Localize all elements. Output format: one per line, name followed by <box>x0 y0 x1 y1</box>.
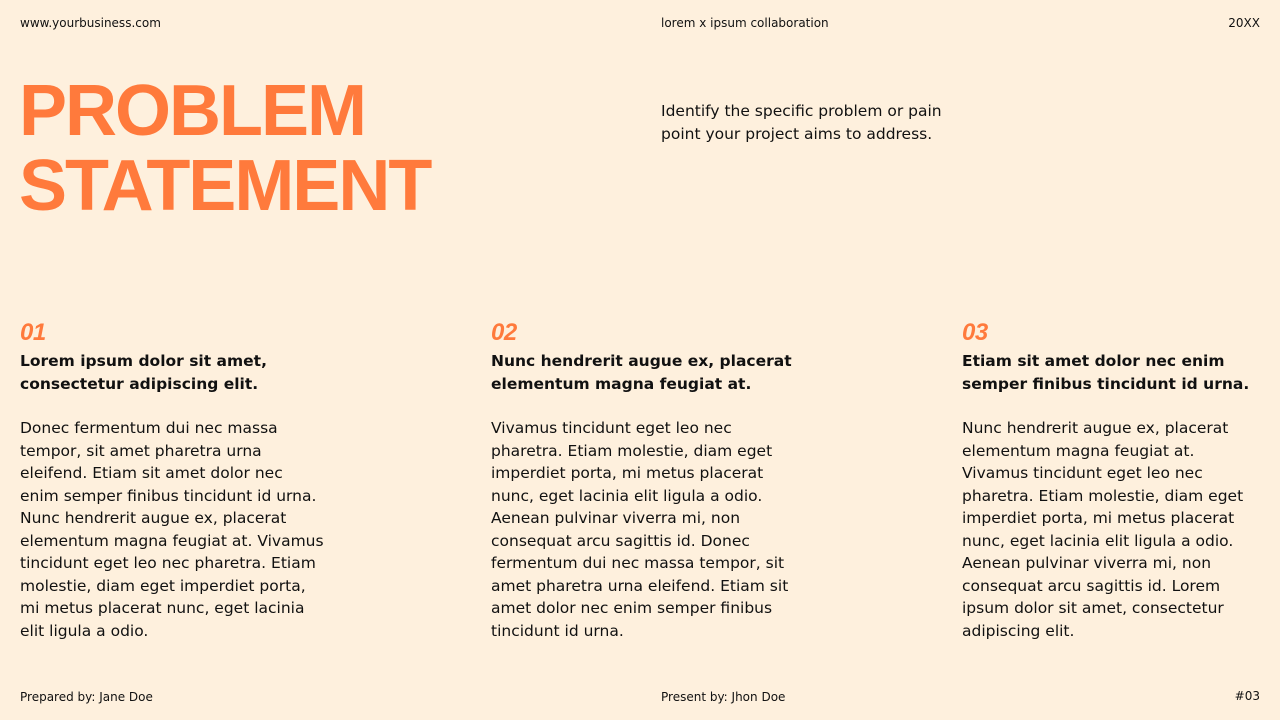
card-number: 01 <box>20 319 46 346</box>
collaboration-label: lorem x ipsum collaboration <box>661 16 829 30</box>
card-body: Donec fermentum dui nec massa tempor, sit amet pharetra urna eleifend. Etiam sit amet dolor nec enim semper finibus tincidunt id urna. Nunc hendrerit augue ex, placerat elementum magna feugiat at. Vivamus tincidunt eget leo nec pharetra. Etiam molestie, diam eget imperdiet porta, mi metus placerat nunc, eget lacinia elit ligula a odio. <box>20 419 324 640</box>
page-title-line-2: STATEMENT <box>19 146 431 226</box>
card-heading: Nunc hendrerit augue ex, placerat elementum magna feugiat at. <box>491 352 792 393</box>
card-heading: Etiam sit amet dolor nec enim semper finibus tincidunt id urna. <box>962 352 1250 393</box>
card-heading: Lorem ipsum dolor sit amet, consectetur adipiscing elit. <box>20 352 267 393</box>
problem-card-1 <box>20 318 325 642</box>
card-body: Nunc hendrerit augue ex, placerat elementum magna feugiat at. Vivamus tincidunt eget leo nec pharetra. Etiam molestie, diam eget imperdiet porta, mi metus placerat nunc, eget lacinia elit ligula a odio. Aenean pulvinar viverra mi, non consequat arcu sagittis id. Lorem ipsum dolor sit amet, consectetur adipiscing elit. <box>962 419 1244 640</box>
prepared-by: Prepared by: Jane Doe <box>20 690 153 704</box>
presented-by: Present by: Jhon Doe <box>661 690 786 704</box>
page-title <box>19 71 431 226</box>
page-number: #03 <box>1234 689 1260 703</box>
problem-card-2 <box>491 318 796 642</box>
intro-text: Identify the specific problem or pain point your project aims to address. <box>661 102 942 143</box>
card-number: 03 <box>962 319 988 346</box>
card-number: 02 <box>491 319 517 346</box>
problem-card-3 <box>962 318 1262 642</box>
page-title-line-1: PROBLEM <box>19 71 365 151</box>
website-url: www.yourbusiness.com <box>20 16 161 30</box>
card-body: Vivamus tincidunt eget leo nec pharetra. Etiam molestie, diam eget imperdiet porta, mi metus placerat nunc, eget lacinia elit ligula a odio. Aenean pulvinar viverra mi, non consequat arcu sagittis id. Donec fermentum dui nec massa tempor, sit amet pharetra urna eleifend. Etiam sit amet dolor nec enim semper finibus tincidunt id urna. <box>491 419 789 640</box>
year-label: 20XX <box>1228 16 1260 30</box>
